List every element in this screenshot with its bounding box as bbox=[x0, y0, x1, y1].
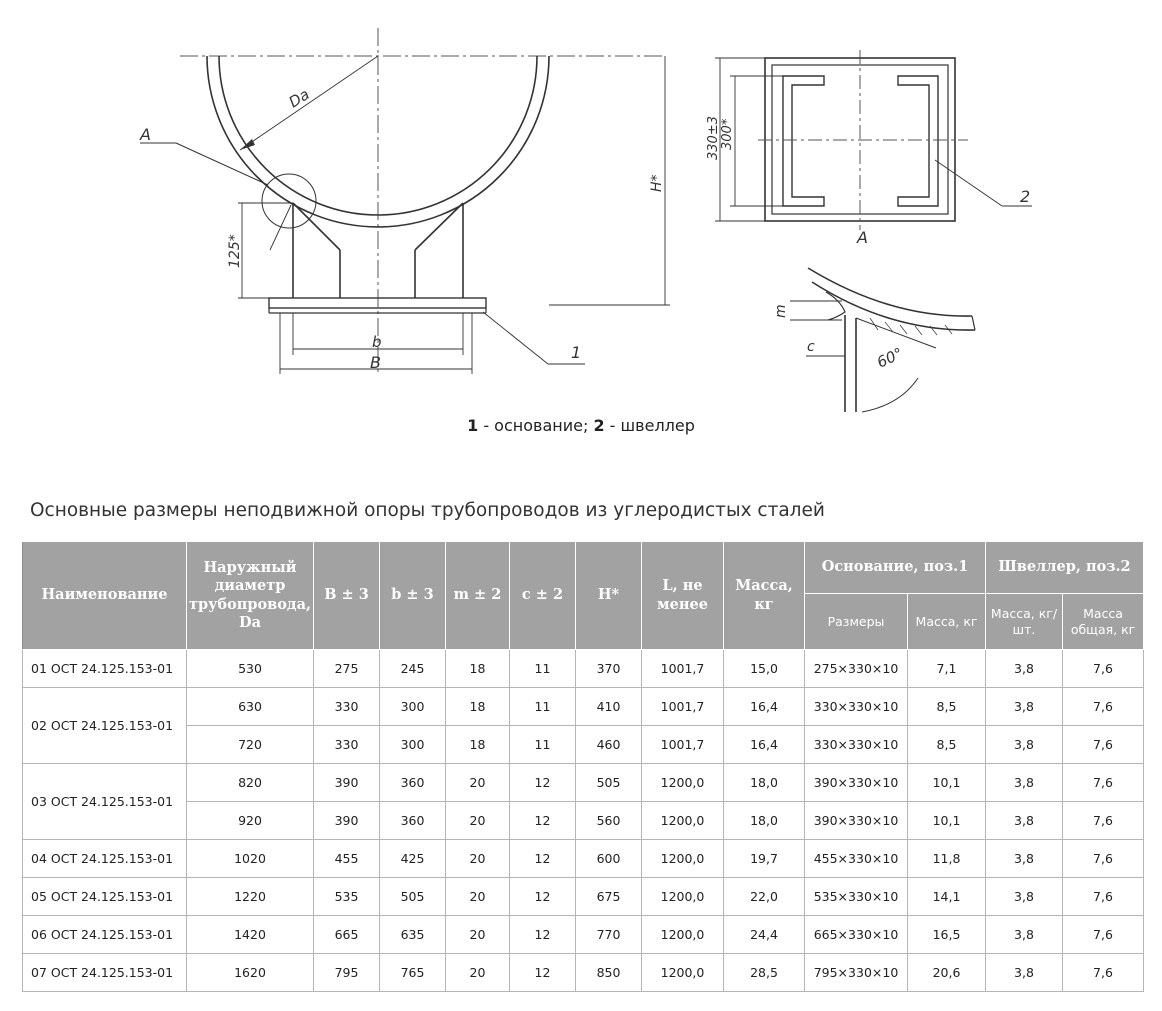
table-cell: 18,0 bbox=[724, 764, 805, 802]
table-cell: 665 bbox=[314, 916, 380, 954]
label-h: H* bbox=[649, 174, 665, 192]
table-cell: 7,6 bbox=[1063, 688, 1144, 726]
label-m: m bbox=[773, 304, 789, 318]
table-row bbox=[23, 916, 1144, 954]
table-cell: 3,8 bbox=[986, 650, 1063, 688]
table-cell: 11 bbox=[510, 726, 576, 764]
technical-drawing bbox=[0, 0, 1162, 480]
cell-designation: 04 ОСТ 24.125.153-01 bbox=[23, 840, 187, 878]
table-cell: 1001,7 bbox=[642, 688, 724, 726]
table-cell: 455 bbox=[314, 840, 380, 878]
cell-designation: 01 ОСТ 24.125.153-01 bbox=[23, 650, 187, 688]
table-cell: 390×330×10 bbox=[805, 802, 908, 840]
table-cell: 18 bbox=[446, 650, 510, 688]
table-cell: 1020 bbox=[187, 840, 314, 878]
table-cell: 24,4 bbox=[724, 916, 805, 954]
table-cell: 7,6 bbox=[1063, 954, 1144, 992]
table-cell: 1200,0 bbox=[642, 916, 724, 954]
table-cell: 3,8 bbox=[986, 954, 1063, 992]
table-title: Основные размеры неподвижной опоры трубопроводов из углеродистых сталей bbox=[30, 500, 825, 521]
table-cell: 20 bbox=[446, 802, 510, 840]
label-a-view: A bbox=[857, 228, 868, 247]
table-cell: 675 bbox=[576, 878, 642, 916]
header-b-small: b ± 3 bbox=[380, 542, 446, 650]
legend-text-1: - основание; bbox=[478, 416, 594, 435]
table-cell: 460 bbox=[576, 726, 642, 764]
table-cell: 535×330×10 bbox=[805, 878, 908, 916]
table-body bbox=[23, 650, 1144, 992]
table-cell: 3,8 bbox=[986, 878, 1063, 916]
table-cell: 15,0 bbox=[724, 650, 805, 688]
table-cell: 1200,0 bbox=[642, 878, 724, 916]
table-cell: 10,1 bbox=[908, 802, 986, 840]
label-125: 125* bbox=[227, 234, 243, 268]
label-a-section: A bbox=[140, 125, 151, 144]
table-cell: 390×330×10 bbox=[805, 764, 908, 802]
header-l: L, не менее bbox=[642, 542, 724, 650]
table-cell: 410 bbox=[576, 688, 642, 726]
table-cell: 20 bbox=[446, 916, 510, 954]
table-cell: 360 bbox=[380, 802, 446, 840]
legend-num-1: 1 bbox=[467, 416, 479, 435]
figure-legend bbox=[0, 416, 1162, 435]
table-cell: 505 bbox=[576, 764, 642, 802]
table-cell: 330×330×10 bbox=[805, 688, 908, 726]
dimensions-table bbox=[22, 541, 1144, 992]
header-channel-mass-unit: Масса, кг/шт. bbox=[986, 594, 1063, 650]
table-cell: 7,6 bbox=[1063, 916, 1144, 954]
table-cell: 16,4 bbox=[724, 688, 805, 726]
header-m: m ± 2 bbox=[446, 542, 510, 650]
table-cell: 7,6 bbox=[1063, 726, 1144, 764]
table-row bbox=[23, 764, 1144, 802]
legend-text-2: - швеллер bbox=[604, 416, 695, 435]
label-b-big: B bbox=[370, 353, 381, 372]
view-a bbox=[715, 50, 1032, 230]
weld-detail bbox=[790, 268, 975, 412]
table-cell: 11 bbox=[510, 650, 576, 688]
table-row bbox=[23, 802, 1144, 840]
table-cell: 11 bbox=[510, 688, 576, 726]
label-300: 300* bbox=[720, 118, 735, 150]
table-cell: 3,8 bbox=[986, 916, 1063, 954]
cell-designation: 03 ОСТ 24.125.153-01 bbox=[23, 764, 187, 840]
table-cell: 20 bbox=[446, 840, 510, 878]
table-row bbox=[23, 688, 1144, 726]
label-c: c bbox=[807, 339, 815, 355]
table-row bbox=[23, 726, 1144, 764]
label-angle: 60° bbox=[874, 344, 906, 372]
table-cell: 770 bbox=[576, 916, 642, 954]
table-cell: 20 bbox=[446, 878, 510, 916]
table-cell: 1001,7 bbox=[642, 650, 724, 688]
table-cell: 20,6 bbox=[908, 954, 986, 992]
table-cell: 3,8 bbox=[986, 802, 1063, 840]
cell-designation: 05 ОСТ 24.125.153-01 bbox=[23, 878, 187, 916]
table-row bbox=[23, 954, 1144, 992]
table-cell: 635 bbox=[380, 916, 446, 954]
table-cell: 330 bbox=[314, 688, 380, 726]
table-cell: 20 bbox=[446, 954, 510, 992]
label-da: Da bbox=[285, 85, 313, 112]
label-330: 330±3 bbox=[706, 116, 721, 160]
table-cell: 12 bbox=[510, 916, 576, 954]
table-cell: 600 bbox=[576, 840, 642, 878]
legend-num-2: 2 bbox=[593, 416, 605, 435]
table-row bbox=[23, 650, 1144, 688]
label-b-small: b bbox=[372, 333, 382, 351]
pipe-section bbox=[140, 28, 665, 375]
header-base-size: Размеры bbox=[805, 594, 908, 650]
table-cell: 7,6 bbox=[1063, 802, 1144, 840]
table-cell: 665×330×10 bbox=[805, 916, 908, 954]
header-h: H* bbox=[576, 542, 642, 650]
table-cell: 14,1 bbox=[908, 878, 986, 916]
cell-designation: 07 ОСТ 24.125.153-01 bbox=[23, 954, 187, 992]
table-cell: 20 bbox=[446, 764, 510, 802]
table-cell: 505 bbox=[380, 878, 446, 916]
table-cell: 22,0 bbox=[724, 878, 805, 916]
table-cell: 530 bbox=[187, 650, 314, 688]
label-pos1: 1 bbox=[571, 343, 582, 362]
table-cell: 1220 bbox=[187, 878, 314, 916]
table-cell: 8,5 bbox=[908, 726, 986, 764]
header-base: Основание, поз.1 bbox=[805, 542, 986, 594]
table-cell: 1200,0 bbox=[642, 840, 724, 878]
table-cell: 795 bbox=[314, 954, 380, 992]
header-da: Наружный диаметр трубопровода, Da bbox=[187, 542, 314, 650]
table-cell: 18 bbox=[446, 688, 510, 726]
table-cell: 11,8 bbox=[908, 840, 986, 878]
header-b-big: B ± 3 bbox=[314, 542, 380, 650]
table-cell: 3,8 bbox=[986, 726, 1063, 764]
table-cell: 765 bbox=[380, 954, 446, 992]
table-cell: 720 bbox=[187, 726, 314, 764]
table-cell: 1200,0 bbox=[642, 954, 724, 992]
table-cell: 7,6 bbox=[1063, 650, 1144, 688]
table-cell: 360 bbox=[380, 764, 446, 802]
table-cell: 7,6 bbox=[1063, 764, 1144, 802]
header-channel-mass-total: Масса общая, кг bbox=[1063, 594, 1144, 650]
table-cell: 920 bbox=[187, 802, 314, 840]
table-cell: 16,4 bbox=[724, 726, 805, 764]
table-cell: 7,6 bbox=[1063, 840, 1144, 878]
table-cell: 330 bbox=[314, 726, 380, 764]
header-base-mass: Масса, кг bbox=[908, 594, 986, 650]
table-cell: 300 bbox=[380, 688, 446, 726]
table-cell: 12 bbox=[510, 802, 576, 840]
label-pos2: 2 bbox=[1020, 187, 1031, 206]
table-cell: 330×330×10 bbox=[805, 726, 908, 764]
table-cell: 275 bbox=[314, 650, 380, 688]
table-cell: 850 bbox=[576, 954, 642, 992]
table-cell: 390 bbox=[314, 802, 380, 840]
table-cell: 390 bbox=[314, 764, 380, 802]
table-cell: 12 bbox=[510, 954, 576, 992]
table-cell: 795×330×10 bbox=[805, 954, 908, 992]
table-cell: 820 bbox=[187, 764, 314, 802]
table-cell: 7,1 bbox=[908, 650, 986, 688]
table-cell: 1620 bbox=[187, 954, 314, 992]
table-cell: 12 bbox=[510, 878, 576, 916]
cell-designation: 06 ОСТ 24.125.153-01 bbox=[23, 916, 187, 954]
table-cell: 12 bbox=[510, 840, 576, 878]
table-cell: 1200,0 bbox=[642, 764, 724, 802]
table-cell: 1200,0 bbox=[642, 802, 724, 840]
table-cell: 10,1 bbox=[908, 764, 986, 802]
table-cell: 300 bbox=[380, 726, 446, 764]
header-name: Наименование bbox=[23, 542, 187, 650]
table-cell: 370 bbox=[576, 650, 642, 688]
table-cell: 16,5 bbox=[908, 916, 986, 954]
table-cell: 535 bbox=[314, 878, 380, 916]
table-cell: 245 bbox=[380, 650, 446, 688]
table-cell: 28,5 bbox=[724, 954, 805, 992]
table-cell: 8,5 bbox=[908, 688, 986, 726]
table-cell: 1001,7 bbox=[642, 726, 724, 764]
header-c: c ± 2 bbox=[510, 542, 576, 650]
table-cell: 7,6 bbox=[1063, 878, 1144, 916]
table-cell: 425 bbox=[380, 840, 446, 878]
header-channel: Швеллер, поз.2 bbox=[986, 542, 1144, 594]
table-cell: 275×330×10 bbox=[805, 650, 908, 688]
table-cell: 18,0 bbox=[724, 802, 805, 840]
table-cell: 12 bbox=[510, 764, 576, 802]
table-cell: 18 bbox=[446, 726, 510, 764]
table-row bbox=[23, 878, 1144, 916]
table-cell: 3,8 bbox=[986, 688, 1063, 726]
table-row bbox=[23, 840, 1144, 878]
header-mass: Масса, кг bbox=[724, 542, 805, 650]
cell-designation: 02 ОСТ 24.125.153-01 bbox=[23, 688, 187, 764]
table-cell: 1420 bbox=[187, 916, 314, 954]
table-cell: 630 bbox=[187, 688, 314, 726]
table-cell: 3,8 bbox=[986, 764, 1063, 802]
table-cell: 455×330×10 bbox=[805, 840, 908, 878]
table-cell: 560 bbox=[576, 802, 642, 840]
table-cell: 19,7 bbox=[724, 840, 805, 878]
table-cell: 3,8 bbox=[986, 840, 1063, 878]
